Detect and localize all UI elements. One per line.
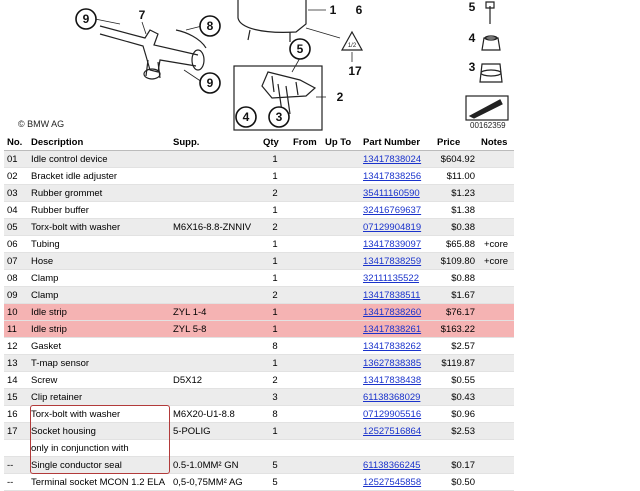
col-header-price: Price bbox=[434, 134, 478, 151]
cell-description: Torx-bolt with washer bbox=[28, 219, 170, 236]
table-row bbox=[4, 168, 514, 185]
col-header-no: No. bbox=[4, 134, 28, 151]
part-number-link[interactable]: 13417838256 bbox=[363, 170, 422, 182]
part-number-link[interactable]: 61138366245 bbox=[363, 459, 421, 471]
cell-from bbox=[290, 338, 322, 355]
table-row bbox=[4, 321, 514, 338]
cell-supp bbox=[170, 151, 260, 168]
cell-upto bbox=[322, 236, 360, 253]
col-header-description: Description bbox=[28, 134, 170, 151]
cell-qty: 1 bbox=[260, 304, 290, 321]
cell-qty: 2 bbox=[260, 219, 290, 236]
cell-no: 05 bbox=[4, 219, 28, 236]
cell-price: $0.50 bbox=[434, 474, 478, 491]
part-number-link[interactable]: 13417838511 bbox=[363, 289, 421, 301]
cell-no: 06 bbox=[4, 236, 28, 253]
cell-notes bbox=[478, 389, 514, 406]
cell-no: 03 bbox=[4, 185, 28, 202]
cell-supp bbox=[170, 389, 260, 406]
cell-supp: D5X12 bbox=[170, 372, 260, 389]
cell-no: 13 bbox=[4, 355, 28, 372]
part-number-link[interactable]: 13417838259 bbox=[363, 255, 422, 267]
cell-from bbox=[290, 151, 322, 168]
cell-upto bbox=[322, 321, 360, 338]
cell-price: $119.87 bbox=[434, 355, 478, 372]
cell-qty bbox=[260, 440, 290, 457]
parts-table-body bbox=[4, 151, 514, 491]
part-number-link[interactable]: 13417838261 bbox=[363, 323, 422, 335]
cell-part-number bbox=[360, 287, 434, 304]
cell-no: -- bbox=[4, 474, 28, 491]
cell-description: Idle strip bbox=[28, 321, 170, 338]
cell-supp bbox=[170, 287, 260, 304]
cell-no bbox=[4, 440, 28, 457]
cell-notes bbox=[478, 423, 514, 440]
cell-part-number bbox=[360, 372, 434, 389]
col-header-from: From bbox=[290, 134, 322, 151]
part-number-link[interactable]: 13417838024 bbox=[363, 153, 422, 165]
cell-upto bbox=[322, 253, 360, 270]
part-number-link[interactable]: 32416769637 bbox=[363, 204, 422, 216]
cell-supp bbox=[170, 338, 260, 355]
cell-part-number bbox=[360, 338, 434, 355]
cell-from bbox=[290, 457, 322, 474]
col-header-part-number: Part Number bbox=[360, 134, 434, 151]
col-header-notes: Notes bbox=[478, 134, 514, 151]
cell-qty: 2 bbox=[260, 287, 290, 304]
callout-3: 3 bbox=[275, 110, 283, 124]
cell-from bbox=[290, 168, 322, 185]
cell-price: $0.88 bbox=[434, 270, 478, 287]
part-number-link[interactable]: 13417838262 bbox=[363, 340, 422, 352]
cell-notes bbox=[478, 168, 514, 185]
cell-from bbox=[290, 423, 322, 440]
cell-upto bbox=[322, 440, 360, 457]
cell-qty: 1 bbox=[260, 321, 290, 338]
cell-upto bbox=[322, 202, 360, 219]
cell-part-number bbox=[360, 202, 434, 219]
cell-upto bbox=[322, 287, 360, 304]
table-row bbox=[4, 304, 514, 321]
cell-description: Clip retainer bbox=[28, 389, 170, 406]
callout-4-right: 4 bbox=[468, 31, 476, 45]
cell-price bbox=[434, 440, 478, 457]
part-number-link[interactable]: 12527516864 bbox=[363, 425, 422, 437]
cell-qty: 1 bbox=[260, 168, 290, 185]
callout-2: 2 bbox=[336, 90, 344, 104]
cell-part-number bbox=[360, 474, 434, 491]
cell-description: Socket housing bbox=[28, 423, 170, 440]
part-number-link[interactable]: 32111135522 bbox=[363, 272, 420, 284]
cell-notes: +core bbox=[478, 253, 514, 270]
cell-supp: 5-POLIG bbox=[170, 423, 260, 440]
cell-qty: 2 bbox=[260, 372, 290, 389]
cell-no: 02 bbox=[4, 168, 28, 185]
cell-price: $2.57 bbox=[434, 338, 478, 355]
table-row bbox=[4, 423, 514, 440]
cell-no: -- bbox=[4, 457, 28, 474]
cell-upto bbox=[322, 270, 360, 287]
cell-description: Screw bbox=[28, 372, 170, 389]
cell-from bbox=[290, 355, 322, 372]
table-row bbox=[4, 202, 514, 219]
cell-price: $163.22 bbox=[434, 321, 478, 338]
table-row bbox=[4, 355, 514, 372]
cell-no: 08 bbox=[4, 270, 28, 287]
part-number-link[interactable]: 13417839097 bbox=[363, 238, 422, 250]
cell-qty: 1 bbox=[260, 151, 290, 168]
callout-5: 5 bbox=[296, 42, 304, 56]
table-row bbox=[4, 185, 514, 202]
cell-from bbox=[290, 287, 322, 304]
cell-part-number bbox=[360, 151, 434, 168]
cell-notes bbox=[478, 151, 514, 168]
cell-notes bbox=[478, 457, 514, 474]
table-row bbox=[4, 457, 514, 474]
cell-supp: M6X20-U1-8.8 bbox=[170, 406, 260, 423]
cell-no: 10 bbox=[4, 304, 28, 321]
cell-description: Terminal socket MCON 1.2 ELA bbox=[28, 474, 170, 491]
cell-part-number bbox=[360, 440, 434, 457]
cell-price: $0.38 bbox=[434, 219, 478, 236]
cell-upto bbox=[322, 219, 360, 236]
cell-price: $109.80 bbox=[434, 253, 478, 270]
cell-from bbox=[290, 440, 322, 457]
cell-qty: 5 bbox=[260, 474, 290, 491]
cell-supp bbox=[170, 355, 260, 372]
part-number-link[interactable]: 07129905516 bbox=[363, 408, 422, 420]
copyright-label: © BMW AG bbox=[18, 119, 65, 129]
cell-part-number bbox=[360, 219, 434, 236]
cell-description: Idle control device bbox=[28, 151, 170, 168]
cell-upto bbox=[322, 338, 360, 355]
cell-notes bbox=[478, 372, 514, 389]
cell-no: 11 bbox=[4, 321, 28, 338]
cell-upto bbox=[322, 389, 360, 406]
cell-from bbox=[290, 321, 322, 338]
cell-price: $0.17 bbox=[434, 457, 478, 474]
cell-notes: +core bbox=[478, 236, 514, 253]
cell-upto bbox=[322, 406, 360, 423]
cell-notes bbox=[478, 270, 514, 287]
cell-supp: ZYL 5-8 bbox=[170, 321, 260, 338]
col-header-supp: Supp. bbox=[170, 134, 260, 151]
cell-qty: 1 bbox=[260, 355, 290, 372]
cell-from bbox=[290, 372, 322, 389]
cell-no: 09 bbox=[4, 287, 28, 304]
cell-no: 14 bbox=[4, 372, 28, 389]
cell-price: $2.53 bbox=[434, 423, 478, 440]
cell-part-number bbox=[360, 355, 434, 372]
cell-qty: 2 bbox=[260, 185, 290, 202]
cell-from bbox=[290, 474, 322, 491]
part-number-link[interactable]: 13417838260 bbox=[363, 306, 422, 318]
cell-notes bbox=[478, 304, 514, 321]
cell-notes bbox=[478, 355, 514, 372]
cell-from bbox=[290, 406, 322, 423]
cell-price: $0.55 bbox=[434, 372, 478, 389]
cell-description: Bracket idle adjuster bbox=[28, 168, 170, 185]
cell-price: $1.38 bbox=[434, 202, 478, 219]
cell-description: Tubing bbox=[28, 236, 170, 253]
cell-supp bbox=[170, 440, 260, 457]
callout-9a: 9 bbox=[82, 12, 90, 26]
cell-part-number bbox=[360, 236, 434, 253]
cell-description: Rubber grommet bbox=[28, 185, 170, 202]
cell-no: 15 bbox=[4, 389, 28, 406]
cell-no: 01 bbox=[4, 151, 28, 168]
cell-description: T-map sensor bbox=[28, 355, 170, 372]
cell-part-number bbox=[360, 389, 434, 406]
part-number-link[interactable]: 61138368029 bbox=[363, 391, 421, 403]
cell-price: $65.88 bbox=[434, 236, 478, 253]
figure-number: 00162359 bbox=[470, 121, 506, 130]
parts-table bbox=[4, 134, 514, 491]
cell-notes bbox=[478, 440, 514, 457]
cell-qty: 3 bbox=[260, 389, 290, 406]
cell-upto bbox=[322, 423, 360, 440]
cell-upto bbox=[322, 457, 360, 474]
table-row bbox=[4, 372, 514, 389]
callout-1: 1 bbox=[329, 3, 337, 17]
cell-price: $604.92 bbox=[434, 151, 478, 168]
cell-description: Torx-bolt with washer bbox=[28, 406, 170, 423]
cell-notes bbox=[478, 406, 514, 423]
cell-from bbox=[290, 304, 322, 321]
cell-part-number bbox=[360, 321, 434, 338]
cell-from bbox=[290, 185, 322, 202]
cell-price: $0.43 bbox=[434, 389, 478, 406]
table-row bbox=[4, 236, 514, 253]
cell-qty: 1 bbox=[260, 253, 290, 270]
exploded-view-drawing bbox=[0, 0, 640, 134]
cell-from bbox=[290, 219, 322, 236]
cell-notes bbox=[478, 287, 514, 304]
part-number-link[interactable]: 13627838385 bbox=[363, 357, 422, 369]
cell-supp bbox=[170, 202, 260, 219]
cell-supp: 0.5-1.0MM² GN bbox=[170, 457, 260, 474]
cell-qty: 1 bbox=[260, 423, 290, 440]
cell-price: $1.67 bbox=[434, 287, 478, 304]
cell-qty: 8 bbox=[260, 338, 290, 355]
cell-description: Hose bbox=[28, 253, 170, 270]
table-row bbox=[4, 474, 514, 491]
parts-diagram bbox=[0, 0, 640, 134]
cell-no: 04 bbox=[4, 202, 28, 219]
cell-upto bbox=[322, 355, 360, 372]
cell-part-number bbox=[360, 270, 434, 287]
part-number-link[interactable]: 13417838438 bbox=[363, 374, 422, 386]
cell-upto bbox=[322, 304, 360, 321]
table-row bbox=[4, 440, 514, 457]
cell-price: $76.17 bbox=[434, 304, 478, 321]
callout-6: 6 bbox=[355, 3, 363, 17]
table-header-row bbox=[4, 134, 514, 151]
cell-supp bbox=[170, 236, 260, 253]
cell-upto bbox=[322, 185, 360, 202]
col-header-upto: Up To bbox=[322, 134, 360, 151]
cell-part-number bbox=[360, 253, 434, 270]
cell-notes bbox=[478, 474, 514, 491]
table-row bbox=[4, 389, 514, 406]
cell-part-number bbox=[360, 423, 434, 440]
cell-notes bbox=[478, 338, 514, 355]
cell-upto bbox=[322, 474, 360, 491]
cell-qty: 8 bbox=[260, 406, 290, 423]
cell-supp bbox=[170, 270, 260, 287]
cell-supp: ZYL 1-4 bbox=[170, 304, 260, 321]
table-row bbox=[4, 270, 514, 287]
cell-part-number bbox=[360, 457, 434, 474]
cell-description: Single conductor seal bbox=[28, 457, 170, 474]
cell-qty: 5 bbox=[260, 457, 290, 474]
table-row bbox=[4, 151, 514, 168]
cell-price: $1.23 bbox=[434, 185, 478, 202]
table-row bbox=[4, 219, 514, 236]
table-row bbox=[4, 253, 514, 270]
cell-supp bbox=[170, 185, 260, 202]
cell-supp: M6X16-8.8-ZNNIV bbox=[170, 219, 260, 236]
cell-part-number bbox=[360, 185, 434, 202]
cell-upto bbox=[322, 372, 360, 389]
part-number-link[interactable]: 07129904819 bbox=[363, 221, 422, 233]
cell-qty: 1 bbox=[260, 270, 290, 287]
cell-notes bbox=[478, 202, 514, 219]
cell-no: 17 bbox=[4, 423, 28, 440]
cell-price: $0.96 bbox=[434, 406, 478, 423]
cell-description: only in conjunction with bbox=[28, 440, 170, 457]
cell-no: 12 bbox=[4, 338, 28, 355]
cell-part-number bbox=[360, 168, 434, 185]
col-header-qty: Qty bbox=[260, 134, 290, 151]
cell-supp bbox=[170, 168, 260, 185]
cell-description: Clamp bbox=[28, 270, 170, 287]
part-number-link[interactable]: 35411160590 bbox=[363, 187, 420, 199]
cell-price: $11.00 bbox=[434, 168, 478, 185]
cell-from bbox=[290, 202, 322, 219]
cell-from bbox=[290, 253, 322, 270]
cell-upto bbox=[322, 168, 360, 185]
cell-qty: 1 bbox=[260, 202, 290, 219]
cell-supp: 0,5-0,75MM² AG bbox=[170, 474, 260, 491]
cell-part-number bbox=[360, 406, 434, 423]
cell-no: 07 bbox=[4, 253, 28, 270]
svg-text:1/2: 1/2 bbox=[347, 43, 357, 49]
callout-5-right: 5 bbox=[468, 0, 476, 14]
cell-description: Gasket bbox=[28, 338, 170, 355]
callout-3-right: 3 bbox=[468, 60, 476, 74]
callout-17: 17 bbox=[348, 64, 362, 78]
table-row bbox=[4, 338, 514, 355]
callout-9b: 9 bbox=[206, 76, 214, 90]
cell-from bbox=[290, 270, 322, 287]
cell-description: Rubber buffer bbox=[28, 202, 170, 219]
cell-supp bbox=[170, 253, 260, 270]
table-row bbox=[4, 406, 514, 423]
cell-part-number bbox=[360, 304, 434, 321]
part-number-link[interactable]: 12527545858 bbox=[363, 476, 422, 488]
cell-notes bbox=[478, 321, 514, 338]
cell-upto bbox=[322, 151, 360, 168]
cell-qty: 1 bbox=[260, 236, 290, 253]
cell-no: 16 bbox=[4, 406, 28, 423]
cell-notes bbox=[478, 185, 514, 202]
cell-description: Idle strip bbox=[28, 304, 170, 321]
callout-8: 8 bbox=[206, 19, 214, 33]
callout-4: 4 bbox=[242, 110, 250, 124]
cell-from bbox=[290, 236, 322, 253]
callout-7: 7 bbox=[138, 8, 146, 22]
cell-notes bbox=[478, 219, 514, 236]
cell-from bbox=[290, 389, 322, 406]
cell-description: Clamp bbox=[28, 287, 170, 304]
table-row bbox=[4, 287, 514, 304]
